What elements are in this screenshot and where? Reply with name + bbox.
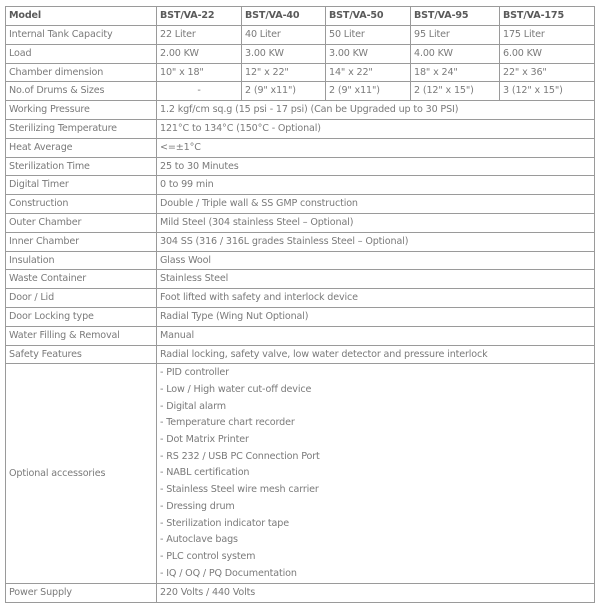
table-row bbox=[6, 82, 595, 101]
cell-value: 3 (12" x 15") bbox=[500, 82, 595, 101]
cell-value: 2.00 KW bbox=[157, 44, 242, 63]
row-label: Heat Average bbox=[6, 138, 157, 157]
table-row bbox=[6, 251, 595, 270]
list-item: - Temperature chart recorder bbox=[160, 417, 295, 429]
table-row bbox=[6, 307, 595, 326]
model-name: BST/VA-50 bbox=[326, 7, 411, 26]
row-label: Construction bbox=[6, 195, 157, 214]
cell-value: 25 to 30 Minutes bbox=[157, 157, 595, 176]
table-row bbox=[6, 119, 595, 138]
table-row bbox=[6, 289, 595, 308]
table-row bbox=[6, 195, 595, 214]
cell-value: 2 (9" x11") bbox=[242, 82, 326, 101]
cell-value: 0 to 99 min bbox=[157, 176, 595, 195]
table-row bbox=[6, 138, 595, 157]
cell-value: Foot lifted with safety and interlock device bbox=[157, 289, 595, 308]
row-label: Water Filling & Removal bbox=[6, 326, 157, 345]
row-label: Insulation bbox=[6, 251, 157, 270]
list-item: - IQ / OQ / PQ Documentation bbox=[160, 567, 297, 579]
table-row bbox=[6, 44, 595, 63]
table-row bbox=[6, 345, 595, 364]
list-item: - Dot Matrix Printer bbox=[160, 434, 249, 446]
row-label: No.of Drums & Sizes bbox=[6, 82, 157, 101]
table-row bbox=[6, 176, 595, 195]
row-label: Door / Lid bbox=[6, 289, 157, 308]
cell-value: 12" x 22" bbox=[242, 63, 326, 82]
list-item: - NABL certification bbox=[160, 467, 250, 479]
cell-value: Double / Triple wall & SS GMP construction bbox=[157, 195, 595, 214]
row-label: Waste Container bbox=[6, 270, 157, 289]
cell-value: 6.00 KW bbox=[500, 44, 595, 63]
cell-value: 40 Liter bbox=[242, 26, 326, 45]
cell-value: 2 (9" x11") bbox=[326, 82, 411, 101]
cell-value: 22 Liter bbox=[157, 26, 242, 45]
list-item: - Low / High water cut-off device bbox=[160, 384, 312, 396]
list-item: - PID controller bbox=[160, 367, 229, 379]
cell-value: 175 Liter bbox=[500, 26, 595, 45]
table-row bbox=[6, 101, 595, 120]
cell-value: Manual bbox=[157, 326, 595, 345]
cell-value: Mild Steel (304 stainless Steel – Optional) bbox=[157, 213, 595, 232]
cell-value: Radial Type (Wing Nut Optional) bbox=[157, 307, 595, 326]
row-label: Outer Chamber bbox=[6, 213, 157, 232]
row-label: Sterilization Time bbox=[6, 157, 157, 176]
cell-value: Radial locking, safety valve, low water detector and pressure interlock bbox=[157, 345, 595, 364]
cell-value: 2 (12" x 15") bbox=[411, 82, 500, 101]
cell-value: 14" x 22" bbox=[326, 63, 411, 82]
cell-value: 3.00 KW bbox=[326, 44, 411, 63]
list-item: - RS 232 / USB PC Connection Port bbox=[160, 450, 320, 462]
model-name: BST/VA-40 bbox=[242, 7, 326, 26]
row-label: Load bbox=[6, 44, 157, 63]
power-supply-row bbox=[6, 584, 595, 603]
cell-value: 4.00 KW bbox=[411, 44, 500, 63]
cell-value: 121°C to 134°C (150°C - Optional) bbox=[157, 119, 595, 138]
cell-value: 220 Volts / 440 Volts bbox=[157, 584, 595, 603]
row-label: Sterilizing Temperature bbox=[6, 119, 157, 138]
table-row bbox=[6, 326, 595, 345]
list-item: - Sterilization indicator tape bbox=[160, 517, 289, 529]
row-label: Chamber dimension bbox=[6, 63, 157, 82]
row-label: Power Supply bbox=[6, 584, 157, 603]
model-name: BST/VA-22 bbox=[157, 7, 242, 26]
table-row bbox=[6, 232, 595, 251]
accessories-cell bbox=[157, 364, 595, 584]
list-item: - Digital alarm bbox=[160, 400, 226, 412]
header-row bbox=[6, 7, 595, 26]
list-item: - Autoclave bags bbox=[160, 534, 238, 546]
row-label: Inner Chamber bbox=[6, 232, 157, 251]
model-name: BST/VA-175 bbox=[500, 7, 595, 26]
list-item: - PLC control system bbox=[160, 550, 256, 562]
cell-value: <=±1°C bbox=[157, 138, 595, 157]
cell-value: 95 Liter bbox=[411, 26, 500, 45]
optional-accessories-row bbox=[6, 364, 595, 584]
cell-value: Glass Wool bbox=[157, 251, 595, 270]
cell-value: - bbox=[157, 82, 242, 101]
table-row bbox=[6, 63, 595, 82]
list-item: - Dressing drum bbox=[160, 500, 235, 512]
cell-value: 3.00 KW bbox=[242, 44, 326, 63]
cell-value: 22" x 36" bbox=[500, 63, 595, 82]
cell-value: 18" x 24" bbox=[411, 63, 500, 82]
table-row bbox=[6, 26, 595, 45]
table-row bbox=[6, 213, 595, 232]
model-name: BST/VA-95 bbox=[411, 7, 500, 26]
cell-value: 304 SS (316 / 316L grades Stainless Steel – Optional) bbox=[157, 232, 595, 251]
row-label: Working Pressure bbox=[6, 101, 157, 120]
list-item: - Stainless Steel wire mesh carrier bbox=[160, 484, 319, 496]
table-row bbox=[6, 157, 595, 176]
row-label: Safety Features bbox=[6, 345, 157, 364]
cell-value: 10" x 18" bbox=[157, 63, 242, 82]
cell-value: 50 Liter bbox=[326, 26, 411, 45]
row-label: Door Locking type bbox=[6, 307, 157, 326]
spec-table bbox=[5, 6, 595, 603]
cell-value: Stainless Steel bbox=[157, 270, 595, 289]
cell-value: 1.2 kgf/cm sq.g (15 psi - 17 psi) (Can be Upgraded up to 30 PSI) bbox=[157, 101, 595, 120]
row-label: Digital Timer bbox=[6, 176, 157, 195]
row-label: Optional accessories bbox=[6, 364, 157, 584]
row-label: Internal Tank Capacity bbox=[6, 26, 157, 45]
model-header: Model bbox=[6, 7, 157, 26]
accessories-list bbox=[160, 365, 591, 582]
table-row bbox=[6, 270, 595, 289]
